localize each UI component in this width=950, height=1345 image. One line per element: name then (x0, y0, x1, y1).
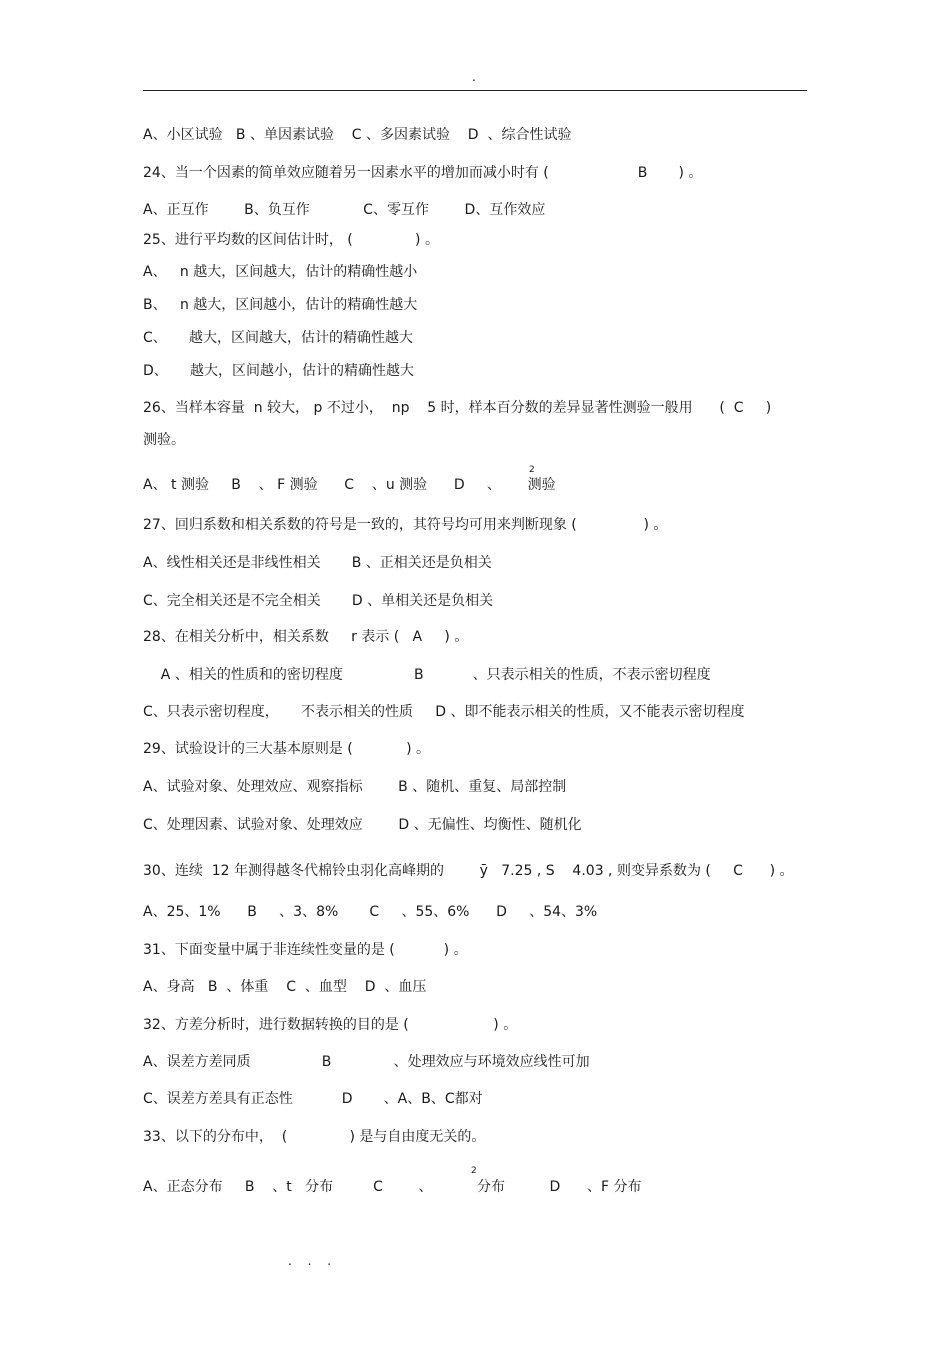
q25-option-b: B、 n 越大，区间越小，估计的精确性越大 (143, 297, 418, 313)
chi-square-superscript-q33: 2 (471, 1166, 477, 1176)
q27-options-cd: C、完全相关还是不完全相关 D 、单相关还是负相关 (143, 593, 494, 609)
chi-square-superscript: 2 (529, 465, 535, 475)
q32-options-cd: C、误差方差具有正态性 D 、A、B、C都对 (143, 1091, 483, 1107)
q28-question: 28、在相关分析中，相关系数 r 表示 ( A ) 。 (143, 629, 469, 645)
q25-option-d: D、 越大，区间越小，估计的精确性越大 (143, 363, 415, 379)
q32-options-ab: A、误差方差同质 B 、处理效应与环境效应线性可加 (143, 1054, 590, 1070)
q26-question: 26、当样本容量 n 较大， p 不过小， np 5 时，样本百分数的差异显著性测验一般用 ( C ) (143, 400, 772, 416)
q32-question: 32、方差分析时，进行数据转换的目的是 ( ) 。 (143, 1017, 518, 1033)
q28-options-ab: A 、相关的性质和的密切程度 B 、只表示相关的性质，不表示密切程度 (143, 667, 711, 683)
q29-question: 29、试验设计的三大基本原则是 ( ) 。 (143, 741, 431, 757)
header-rule (143, 90, 807, 91)
q23-options: A、小区试验 B 、单因素试验 C 、多因素试验 D 、综合性试验 (143, 127, 572, 143)
q26-options: A、 t 测验 B 、 F 测验 C 、u 测验 D 、 测验 (143, 477, 556, 493)
q29-options-cd: C、处理因素、试验对象、处理效应 D 、无偏性、均衡性、随机化 (143, 817, 582, 833)
q33-options: A、正态分布 B 、t 分布 C 、 分布 D 、F 分布 (143, 1179, 642, 1195)
q27-options-ab: A、线性相关还是非线性相关 B 、正相关还是负相关 (143, 555, 492, 571)
header-mark: . (472, 70, 476, 84)
q33-question: 33、以下的分布中， ( ) 是与自由度无关的。 (143, 1129, 486, 1145)
q24-options: A、正互作 B、负互作 C、零互作 D、互作效应 (143, 202, 546, 218)
q30-question: 30、连续 12 年测得越冬代棉铃虫羽化高峰期的 ȳ 7.25 , S 4.03 , 则变异系数为 ( C ) 。 (143, 863, 794, 879)
q27-question: 27、回归系数和相关系数的符号是一致的，其符号均可用来判断现象 ( ) 。 (143, 517, 668, 533)
q26-question-cont: 测验。 (143, 432, 185, 448)
q28-options-cd: C、只表示密切程度， 不表示相关的性质 D 、即不能表示相关的性质，又不能表示密切程度 (143, 704, 745, 720)
q25-question: 25、进行平均数的区间估计时， ( ) 。 (143, 232, 439, 248)
q25-option-c: C、 越大，区间越大，估计的精确性越大 (143, 330, 414, 346)
q31-question: 31、下面变量中属于非连续性变量的是 ( ) 。 (143, 942, 468, 958)
q25-option-a: A、 n 越大，区间越大，估计的精确性越小 (143, 264, 418, 280)
q29-options-ab: A、试验对象、处理效应、观察指标 B 、随机、重复、局部控制 (143, 779, 567, 795)
footer-marks: . . . (288, 1254, 338, 1268)
q30-options: A、25、1% B 、3、8% C 、55、6% D 、54、3% (143, 904, 598, 920)
q31-options: A、身高 B 、体重 C 、血型 D 、血压 (143, 979, 427, 995)
q24-question: 24、当一个因素的简单效应随着另一因素水平的增加而减小时有 ( B ) 。 (143, 165, 703, 181)
